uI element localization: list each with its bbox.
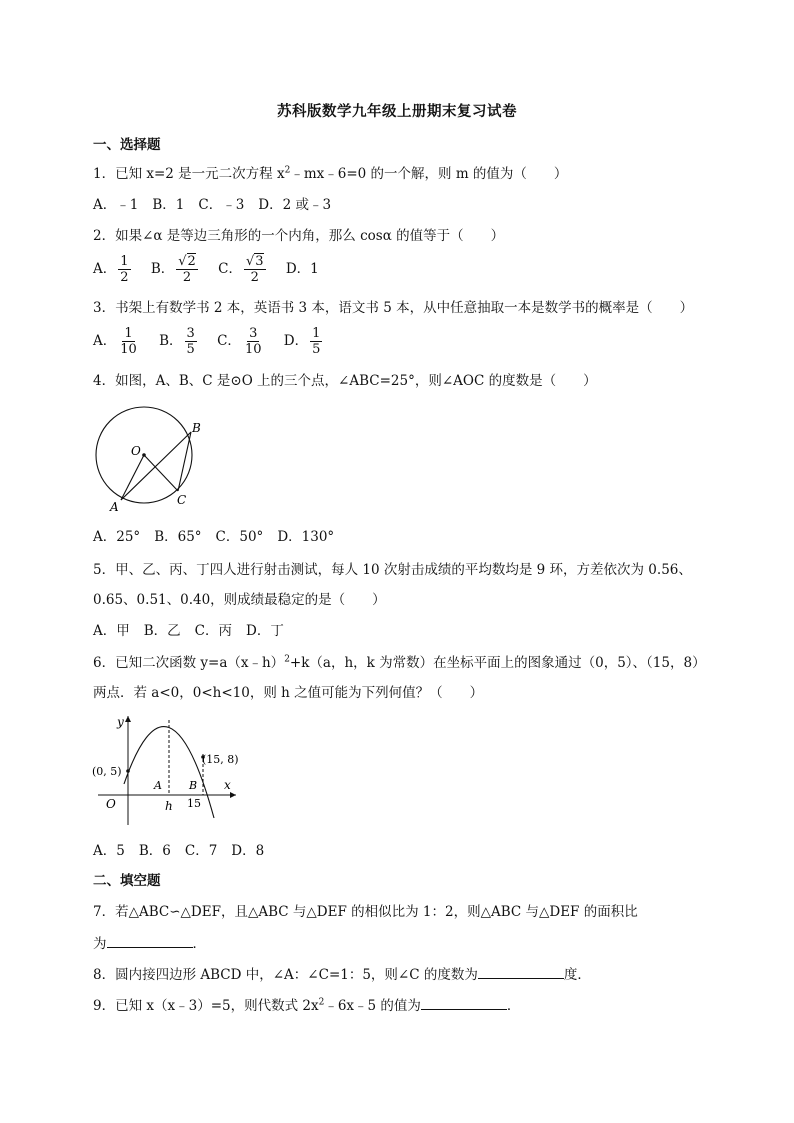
- label-point-15-8: (15, 8): [202, 753, 239, 766]
- sqrt-icon: √2: [178, 254, 196, 269]
- label-a: A: [110, 500, 119, 514]
- section-heading-choice: 一、选择题: [93, 137, 161, 153]
- option-b[interactable]: B．1: [152, 197, 185, 213]
- option-c[interactable]: C．7: [184, 843, 218, 859]
- label-y: y: [117, 715, 124, 729]
- label-o: O: [131, 444, 141, 458]
- option-c[interactable]: C．50°: [215, 529, 264, 545]
- fraction: $\frac{1}{10}$: [120, 326, 137, 357]
- question-3: 3．书架上有数学书 2 本，英语书 3 本，语文书 5 本，从中任意抽取一本是数学书的概率是（ ）: [93, 300, 694, 316]
- segment-bc: [178, 432, 191, 491]
- answer-blank[interactable]: [421, 996, 507, 1010]
- option-b[interactable]: B．乙: [143, 623, 181, 639]
- option-a[interactable]: A．甲: [93, 623, 130, 639]
- answer-blank[interactable]: [478, 965, 564, 979]
- fraction: $\frac{3}{10}$: [244, 326, 262, 357]
- question-6-options: [93, 842, 278, 860]
- option-b[interactable]: B． $\frac{√2}{2}$: [150, 254, 196, 285]
- segment-oa: [121, 455, 144, 500]
- option-d[interactable]: D．丁: [246, 623, 284, 639]
- option-c[interactable]: C．﹣3: [198, 197, 245, 213]
- question-7-line-1: 7．若△ABC∽△DEF，且△ABC 与△DEF 的相似比为 1：2，则△ABC 与△DEF 的面积比: [93, 904, 638, 920]
- fraction: $\frac{√3}{2}$: [245, 254, 264, 285]
- question-8: 8．圆内接四边形 ABCD 中，∠A：∠C=1：5，则∠C 的度数为 度．: [93, 967, 591, 983]
- option-d[interactable]: D． $\frac{1}{5}$: [283, 326, 321, 357]
- label-b: B: [189, 779, 198, 792]
- sqrt-icon: √3: [245, 254, 264, 269]
- fraction: $\frac{1}{5}$: [312, 326, 321, 357]
- option-b[interactable]: B． $\frac{3}{5}$: [159, 326, 195, 357]
- section-heading-fill: 二、填空题: [93, 873, 161, 889]
- question-4-options: [93, 528, 348, 546]
- label-c: C: [177, 493, 187, 507]
- option-a[interactable]: A．25°: [93, 529, 141, 545]
- question-6-line-1: 6．已知二次函数 y=a（x﹣h）$^2$+k（a，h，k 为常数）在坐标平面上的图象通过（0，5）、（15，8）: [93, 654, 706, 671]
- center-point: [142, 453, 146, 457]
- option-b[interactable]: B．6: [138, 843, 171, 859]
- label-h: h: [165, 799, 173, 813]
- question-5-options: [93, 622, 298, 640]
- question-7-line-2: 为 ．: [93, 936, 206, 952]
- option-d[interactable]: D．1: [285, 261, 319, 277]
- label-x: x: [224, 778, 231, 792]
- option-b[interactable]: B．65°: [154, 529, 202, 545]
- question-1-options: [93, 196, 345, 214]
- label-origin: O: [106, 797, 116, 811]
- option-c[interactable]: C． $\frac{3}{10}$: [217, 326, 262, 357]
- option-c[interactable]: C． $\frac{√3}{2}$: [218, 254, 264, 285]
- label-15: 15: [187, 797, 201, 810]
- parabola-figure: [88, 712, 248, 830]
- label-a: A: [154, 779, 162, 792]
- point-0-5: [126, 769, 130, 773]
- option-d[interactable]: D．2 或﹣3: [258, 197, 332, 213]
- question-6-line-2: 两点．若 a<0，0<h<10，则 h 之值可能为下列何值？（ ）: [93, 685, 484, 701]
- label-point-0-5: (0, 5): [92, 765, 122, 778]
- question-5-line-2: 0.65、0.51、0.40，则成绩最稳定的是（ ）: [93, 592, 386, 608]
- question-1: 1．已知 x=2 是一元二次方程 $x^2﹣mx﹣6=0$ 的一个解，则 m 的值为（ ）: [93, 165, 568, 182]
- y-axis-arrow-icon: [125, 716, 131, 722]
- question-3-options: [93, 326, 338, 357]
- question-2: 2．如果∠α 是等边三角形的一个内角，那么 cosα 的值等于（ ）: [93, 228, 505, 244]
- question-4: 4．如图，A、B、C 是⊙O 上的三个点，∠ABC=25°，则∠AOC 的度数是（ ）: [93, 373, 597, 389]
- page-title: 苏科版数学九年级上册期末复习试卷: [277, 103, 517, 120]
- answer-blank[interactable]: [107, 934, 193, 948]
- segment-ab: [121, 432, 191, 500]
- x-axis-arrow-icon: [230, 792, 236, 798]
- fraction: $\frac{1}{2}$: [120, 254, 129, 285]
- option-a[interactable]: A． $\frac{1}{10}$: [93, 326, 137, 357]
- question-5-line-1: 5．甲、乙、丙、丁四人进行射击测试，每人 10 次射击成绩的平均数均是 9 环，方差依次为 0.56、: [93, 562, 692, 578]
- question-2-options: [93, 254, 333, 285]
- fraction: $\frac{√2}{2}$: [178, 254, 196, 285]
- label-b: B: [192, 421, 201, 435]
- option-c[interactable]: C．丙: [194, 623, 233, 639]
- option-d[interactable]: D．130°: [277, 529, 335, 545]
- question-9: 9．已知 x（x﹣3）=5，则代数式 $2x^2﹣6x﹣5$ 的值为 ．: [93, 997, 521, 1014]
- option-a[interactable]: A．﹣1: [93, 197, 139, 213]
- option-a[interactable]: A．5: [93, 843, 125, 859]
- option-d[interactable]: D．8: [231, 843, 265, 859]
- fraction: $\frac{3}{5}$: [186, 326, 195, 357]
- option-a[interactable]: A． $\frac{1}{2}$: [93, 254, 129, 285]
- circle-figure: [88, 405, 218, 515]
